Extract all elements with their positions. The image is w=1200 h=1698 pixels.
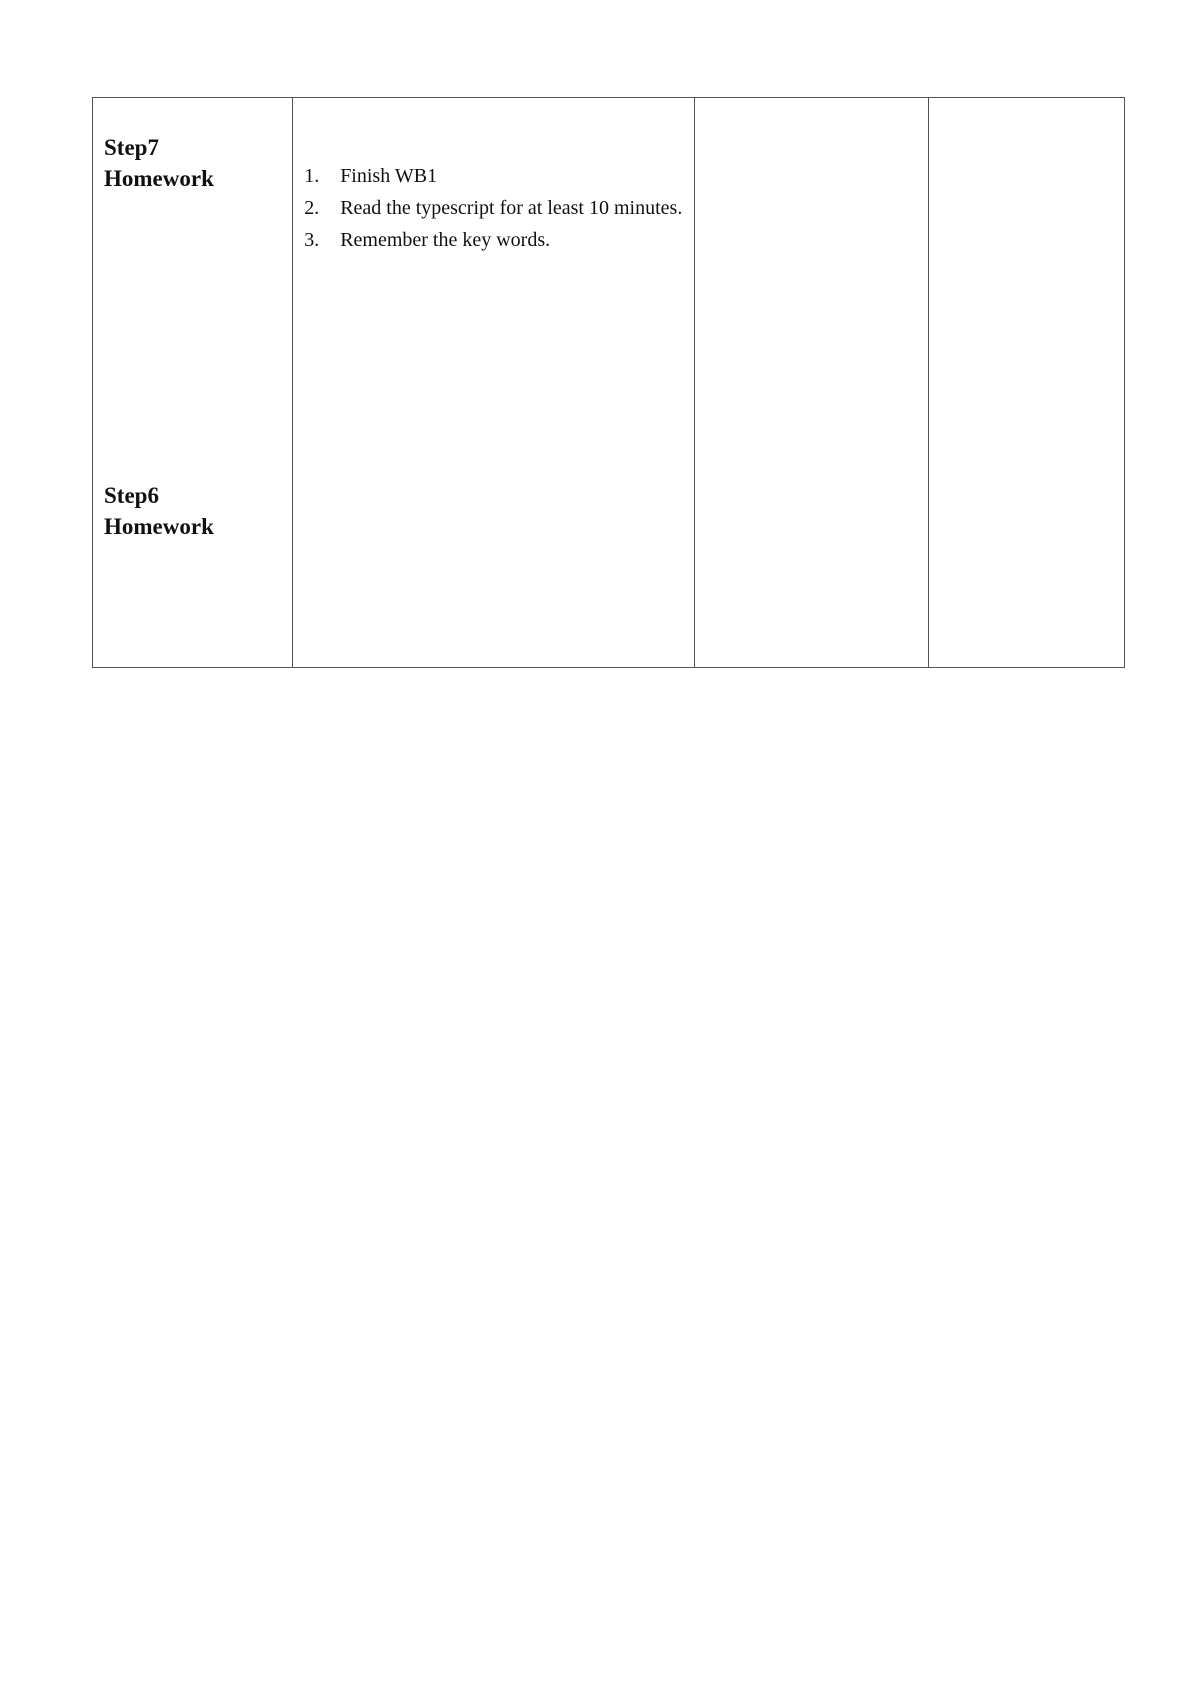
step-heading [104, 132, 214, 194]
empty-cell [928, 98, 1124, 668]
lesson-plan-table [92, 97, 1125, 668]
list-item-number: 1. [304, 165, 320, 187]
step-title: Homework [104, 166, 214, 191]
list-item-text: Finish WB1 [340, 165, 438, 187]
list-item-number: 3. [304, 229, 320, 251]
list-item [304, 192, 683, 224]
homework-list [304, 160, 683, 256]
list-item-number: 2. [304, 197, 320, 219]
step-cell [93, 98, 293, 668]
activity-cell [293, 98, 694, 668]
step-label: Step6 [104, 483, 159, 508]
empty-cell [694, 98, 928, 668]
list-item [304, 160, 683, 192]
list-item-text: Remember the key words. [340, 229, 551, 251]
step-heading [104, 480, 214, 542]
step-label: Step7 [104, 135, 159, 160]
list-item-text: Read the typescript for at least 10 minutes. [340, 197, 683, 219]
table-row [93, 98, 1125, 668]
step-title: Homework [104, 514, 214, 539]
list-item [304, 224, 683, 256]
